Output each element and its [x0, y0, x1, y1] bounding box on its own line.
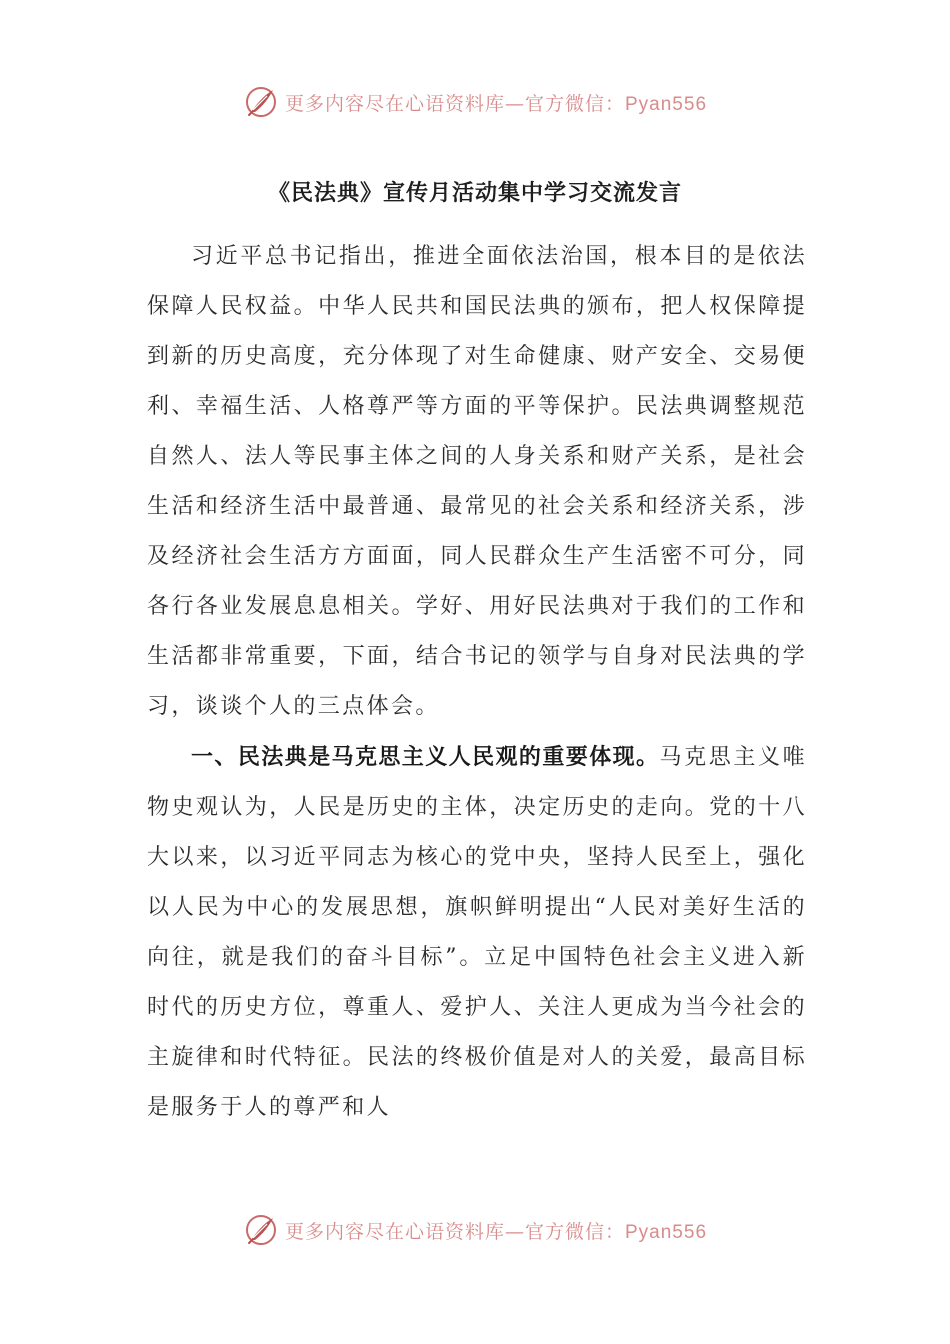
wechat-id: Pyan556 — [625, 1221, 708, 1243]
document-title: 《民法典》宣传月活动集中学习交流发言 — [267, 180, 682, 206]
wechat-id: Pyan556 — [625, 93, 708, 115]
banner-text: 更多内容尽在心语资料库—官方微信：Pyan556 — [284, 1220, 708, 1243]
document-body — [147, 232, 807, 1133]
banner-text: 更多内容尽在心语资料库—官方微信：Pyan556 — [284, 92, 708, 115]
quill-pen-logo-icon — [243, 84, 279, 120]
intro-paragraph: 习近平总书记指出，推进全面依法治国，根本目的是依法保障人民权益。中华人民共和国民法典的颁布，把人权保障提到新的历史高度，充分体现了对生命健康、财产安全、交易便利、幸福生活、人格尊严等方面的平等保护。民法典调整规范自然人、法人等民事主体之间的人身关系和财产关系，是社会生活和经济生活中最普通、最常见的社会关系和经济关系，涉及经济社会生活方方面面，同人民群众生产生活密不可分，同各行各业发展息息相关。学好、用好民法典对于我们的工作和生活都非常重要，下面，结合书记的领学与自身对民法典的学习，谈谈个人的三点体会。 — [147, 244, 807, 719]
section-1-body: 马克思主义唯物史观认为，人民是历史的主体，决定历史的走向。党的十八大以来，以习近平同志为核心的党中央，坚持人民至上，强化以人民为中心的发展思想，旗帜鲜明提出“人民对美好生活的向往，就是我们的奋斗目标”。立足中国特色社会主义进入新时代的历史方位，尊重人、爱护人、关注人更成为当今社会的主旋律和时代特征。民法的终极价值是对人的关爱，最高目标是服务于人的尊严和人 — [147, 745, 807, 1120]
quill-pen-logo-icon — [243, 1212, 279, 1248]
footer-banner — [0, 1210, 950, 1250]
section-1-paragraph — [147, 732, 807, 1133]
header-banner — [0, 82, 950, 122]
section-1-heading: 一、民法典是马克思主义人民观的重要体现。 — [191, 744, 660, 770]
